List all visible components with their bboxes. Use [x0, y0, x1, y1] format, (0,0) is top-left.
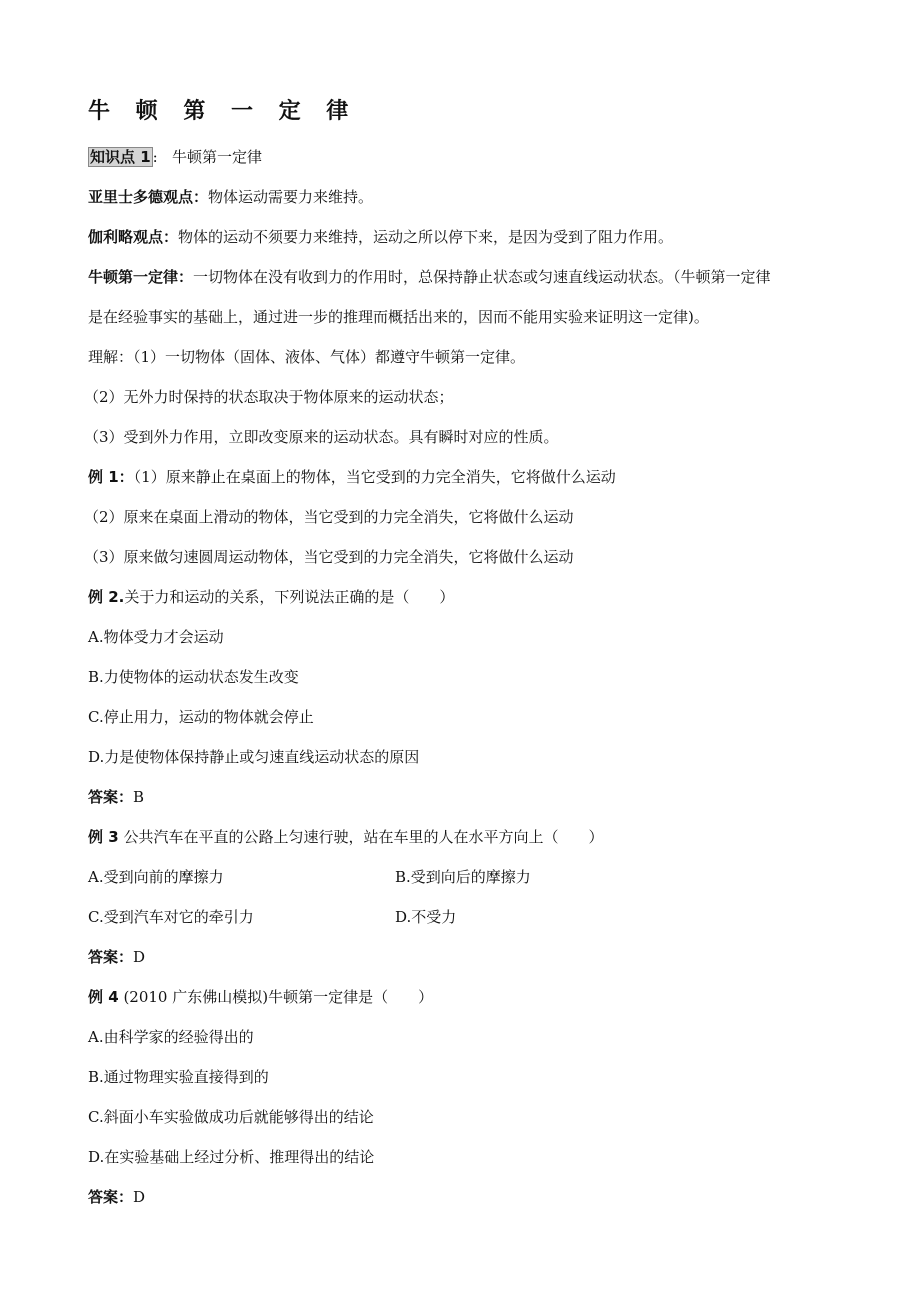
- knowledge-point-text: 牛顿第一定律: [172, 148, 263, 166]
- option: C.斜面小车实验做成功后就能够得出的结论: [88, 1108, 374, 1126]
- label: 例 2.: [88, 588, 125, 606]
- label: 亚里士多德观点：: [88, 188, 209, 206]
- label: 牛顿第一定律：: [88, 268, 194, 286]
- understanding-1: 理解：（1）一切物体（固体、液体、气体）都遵守牛顿第一定律。: [88, 348, 526, 366]
- option-row: [88, 897, 828, 937]
- answer: [88, 1177, 828, 1217]
- option: C.受到汽车对它的牵引力: [88, 908, 254, 926]
- label: 例 3: [88, 828, 119, 846]
- label: 例 4: [88, 988, 119, 1006]
- label: 答案：: [88, 948, 134, 966]
- text: 物体运动需要力来维持。: [208, 188, 374, 206]
- label: 例 1：: [88, 468, 134, 486]
- option: C.停止用力，运动的物体就会停止: [88, 708, 314, 726]
- answer-value: B: [133, 788, 145, 806]
- knowledge-point-tag: 知识点 1: [90, 148, 151, 166]
- question: 公共汽车在平直的公路上匀速行驶，站在车里的人在水平方向上（ ）: [123, 828, 604, 846]
- option: B.力使物体的运动状态发生改变: [88, 668, 299, 686]
- document-body: [84, 137, 828, 1217]
- knowledge-point: [88, 137, 828, 177]
- question: 关于力和运动的关系，下列说法正确的是（ ）: [124, 588, 455, 606]
- aristotle-view: [88, 177, 828, 217]
- answer: [88, 937, 828, 977]
- option: B.受到向后的摩擦力: [395, 868, 531, 886]
- example-4: [88, 977, 828, 1017]
- option: A.物体受力才会运动: [88, 628, 224, 646]
- option: A.由科学家的经验得出的: [88, 1028, 254, 1046]
- understanding-2: （2）无外力时保持的状态取决于物体原来的运动状态；: [84, 388, 454, 406]
- example-1-part-3: （3）原来做匀速圆周运动物体，当它受到的力完全消失，它将做什么运动: [84, 548, 574, 566]
- example-3: [88, 817, 828, 857]
- answer-value: D: [133, 1188, 146, 1206]
- option: D.在实验基础上经过分析、推理得出的结论: [88, 1148, 375, 1166]
- label: 答案：: [88, 788, 134, 806]
- example-1-part-2: （2）原来在桌面上滑动的物体，当它受到的力完全消失，它将做什么运动: [84, 508, 574, 526]
- separator: :: [152, 148, 158, 166]
- option: B.通过物理实验直接得到的: [88, 1068, 269, 1086]
- label: 答案：: [88, 1188, 134, 1206]
- newton-law-cont: 是在经验事实的基础上，通过进一步的推理而概括出来的，因而不能用实验来证明这一定律)。: [88, 308, 709, 326]
- answer-value: D: [133, 948, 146, 966]
- galileo-view: [88, 217, 828, 257]
- text: 物体的运动不须要力来维持，运动之所以停下来，是因为受到了阻力作用。: [178, 228, 674, 246]
- option: D.不受力: [395, 908, 457, 926]
- label: 伽利略观点：: [88, 228, 179, 246]
- option: D.力是使物体保持静止或匀速直线运动状态的原因: [88, 748, 420, 766]
- newton-law: [88, 257, 828, 297]
- example-2: [88, 577, 828, 617]
- understanding-3: （3）受到外力作用，立即改变原来的运动状态。具有瞬时对应的性质。: [84, 428, 559, 446]
- option: A.受到向前的摩擦力: [88, 868, 224, 886]
- example-1: [88, 457, 828, 497]
- question: (2010 广东佛山模拟)牛顿第一定律是（ ）: [123, 988, 434, 1006]
- option-row: [88, 857, 828, 897]
- text: （1）原来静止在桌面上的物体，当它受到的力完全消失，它将做什么运动: [133, 468, 616, 486]
- answer: [88, 777, 828, 817]
- page-title: 牛 顿 第 一 定 律: [88, 99, 358, 124]
- text: 一切物体在没有收到力的作用时，总保持静止状态或匀速直线运动状态。（牛顿第一定律: [193, 268, 771, 286]
